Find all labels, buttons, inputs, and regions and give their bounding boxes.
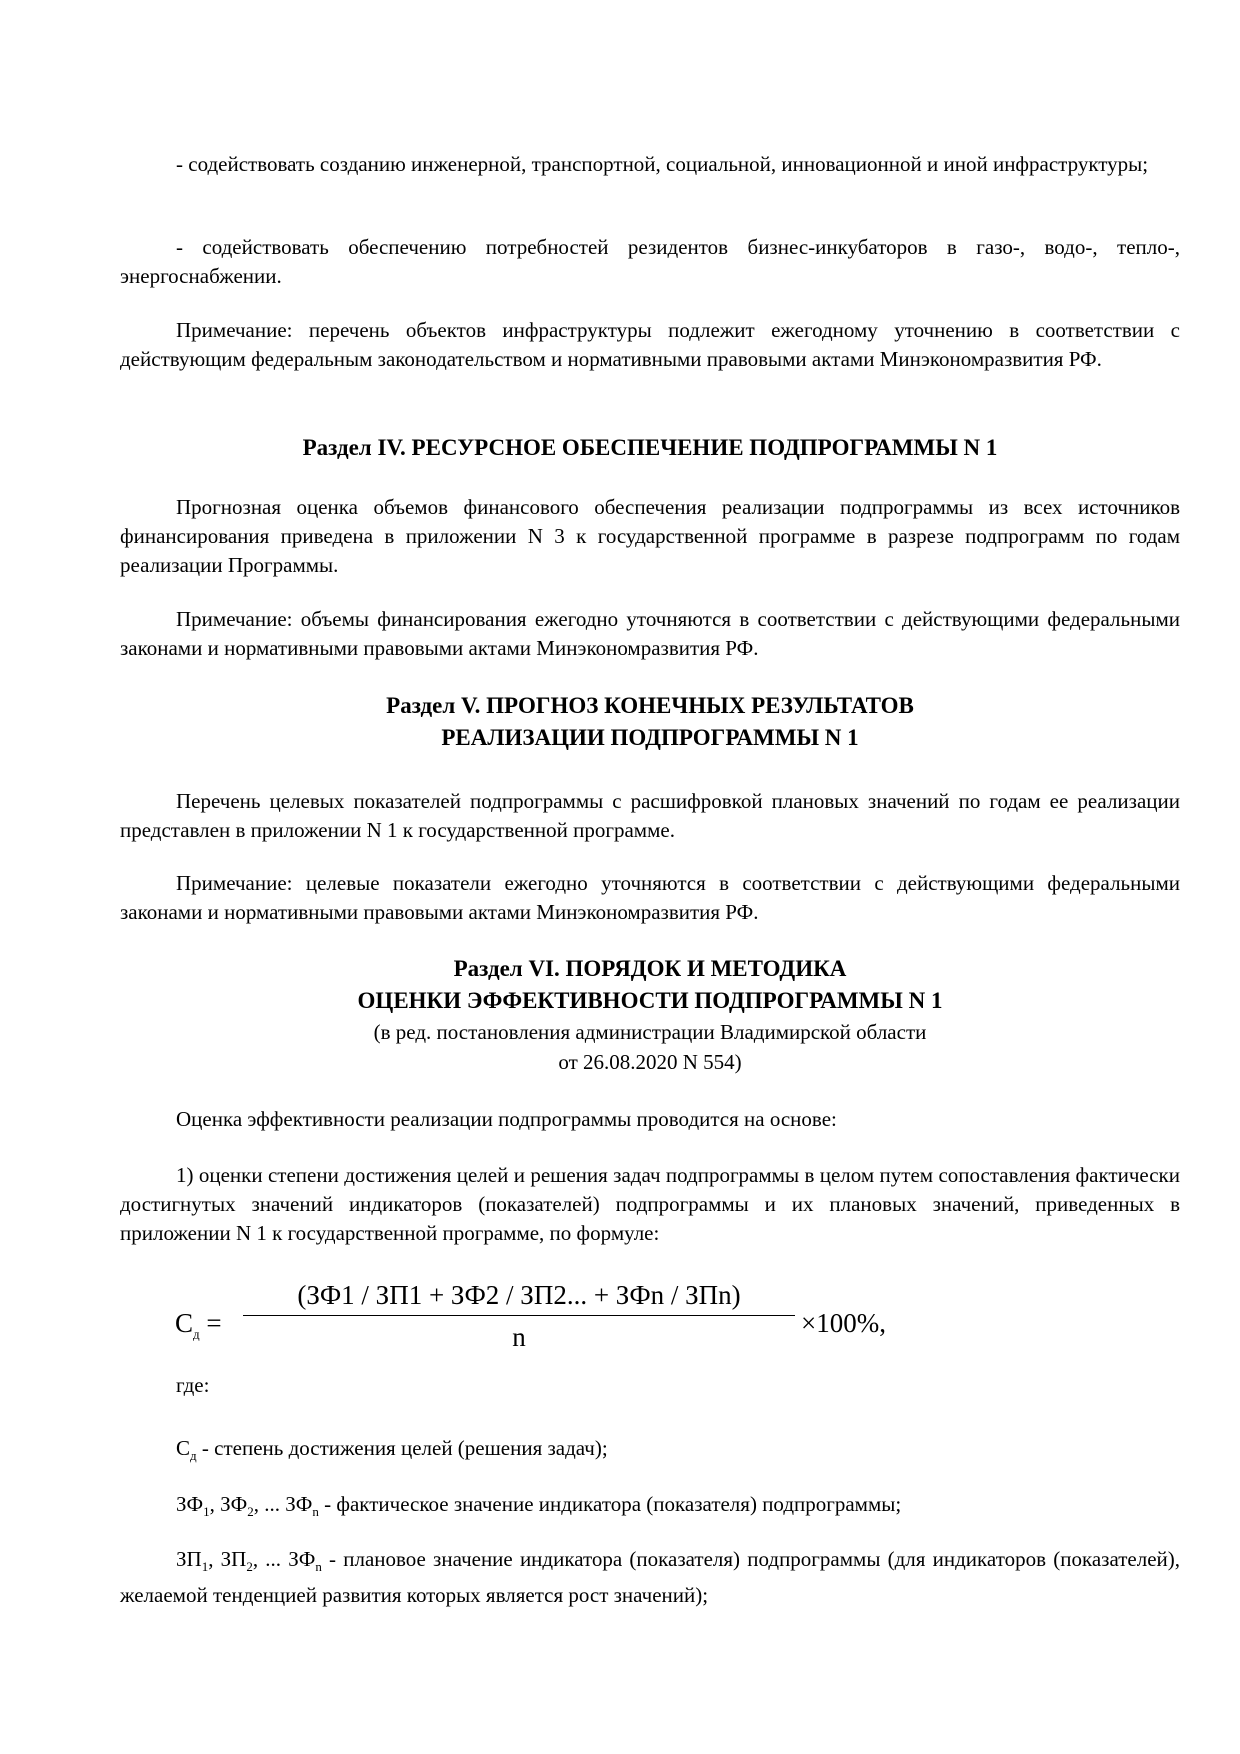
symbol: , ЗП <box>208 1547 247 1571</box>
text: где: <box>176 1373 210 1397</box>
text: Примечание: объемы финансирования ежегодно уточняются в соответствии с действующими федеральными законами и нормативными правовыми актами Минэкономразвития РФ. <box>120 607 1180 660</box>
heading: Раздел IV. РЕСУРСНОЕ ОБЕСПЕЧЕНИЕ ПОДПРОГРАММЫ N 1 <box>302 435 998 460</box>
heading-line: Раздел V. ПРОГНОЗ КОНЕЧНЫХ РЕЗУЛЬТАТОВ <box>386 693 914 718</box>
definition-zf <box>120 1490 1180 1526</box>
section-5-note <box>120 869 1180 927</box>
edition-note: (в ред. постановления администрации Владимирской области <box>373 1020 927 1044</box>
subscript: д <box>193 1326 200 1342</box>
subscript: n <box>312 1504 319 1520</box>
subscript: 1 <box>203 1504 210 1520</box>
symbol: ЗП <box>176 1547 202 1571</box>
numerator: (ЗФ1 / ЗП1 + ЗФ2 / ЗП2... + ЗФn / ЗПn) <box>297 1280 741 1310</box>
heading-line: ОЦЕНКИ ЭФФЕКТИВНОСТИ ПОДПРОГРАММЫ N 1 <box>357 988 943 1013</box>
symbol: C <box>175 1308 194 1338</box>
text: Примечание: перечень объектов инфраструктуры подлежит ежегодному уточнению в соответствии с действующим федеральным законодательством и нормативными правовыми актами Минэкономразвития РФ. <box>120 318 1180 371</box>
text: Оценка эффективности реализации подпрограммы проводится на основе: <box>176 1107 837 1131</box>
fraction-bar <box>243 1315 795 1316</box>
where-label <box>120 1371 1180 1400</box>
definition-zp <box>120 1545 1180 1610</box>
definition-cd <box>120 1434 1180 1470</box>
section-6-heading <box>120 953 1180 1077</box>
section-4-paragraph <box>120 493 1180 580</box>
subscript: 2 <box>246 1559 253 1575</box>
formula-lhs <box>175 1308 222 1342</box>
section-4-heading <box>120 432 1180 464</box>
text: - степень достижения целей (решения задач); <box>196 1436 608 1460</box>
section-5-paragraph <box>120 787 1180 845</box>
paragraph-utilities <box>120 233 1180 291</box>
subscript: 2 <box>247 1504 254 1520</box>
symbol: , ЗФ <box>209 1492 248 1516</box>
equals: = <box>206 1308 222 1338</box>
text: 1) оценки степени достижения целей и решения задач подпрограммы в целом путем сопоставления фактически достигнутых значений индикаторов (показателей) подпрограммы и их плановых значений, приведенных в приложении N 1 к государственной программе, по формуле: <box>120 1163 1180 1245</box>
paragraph-infrastructure <box>120 150 1180 179</box>
text: - фактическое значение индикатора (показателя) подпрограммы; <box>318 1492 902 1516</box>
denominator: n <box>512 1322 526 1352</box>
subscript: 1 <box>201 1559 209 1575</box>
text: Прогнозная оценка объемов финансового обеспечения реализации подпрограммы из всех источников финансирования приведена в приложении N 3 к государственной программе в разрезе подпрограмм по годам реализации Программы. <box>120 495 1180 577</box>
paragraph-note-infrastructure <box>120 316 1180 374</box>
section-6-item-1 <box>120 1161 1180 1248</box>
text: - содействовать обеспечению потребностей резидентов бизнес-инкубаторов в газо-, водо-, тепло-, энергоснабжении. <box>120 235 1180 288</box>
text: Примечание: целевые показатели ежегодно уточняются в соответствии с действующими федеральными законами и нормативными правовыми актами Минэкономразвития РФ. <box>120 871 1180 924</box>
subscript: д <box>190 1448 197 1464</box>
formula-fraction <box>243 1280 795 1353</box>
heading-line: РЕАЛИЗАЦИИ ПОДПРОГРАММЫ N 1 <box>441 725 859 750</box>
heading-line: Раздел VI. ПОРЯДОК И МЕТОДИКА <box>453 956 847 981</box>
section-4-note <box>120 605 1180 663</box>
section-5-heading <box>120 690 1180 754</box>
symbol: , ... ЗФ <box>253 1492 313 1516</box>
text: Перечень целевых показателей подпрограммы с расшифровкой плановых значений по годам ее реализации представлен в приложении N 1 к государственной программе. <box>120 789 1180 842</box>
symbol: ЗФ <box>176 1492 204 1516</box>
subscript: n <box>315 1559 322 1575</box>
text: - плановое значение индикатора (показателя) подпрограммы (для индикаторов (показателей), желаемой тенденцией развития которых является рост значений); <box>120 1547 1180 1608</box>
symbol: , ... ЗФ <box>252 1547 316 1571</box>
edition-note: от 26.08.2020 N 554) <box>558 1050 742 1074</box>
text: - содействовать созданию инженерной, транспортной, социальной, инновационной и иной инфраструктуры; <box>176 152 1149 176</box>
section-6-intro <box>120 1105 1180 1134</box>
symbol: С <box>176 1436 191 1460</box>
formula-rhs: ×100%, <box>801 1308 886 1338</box>
